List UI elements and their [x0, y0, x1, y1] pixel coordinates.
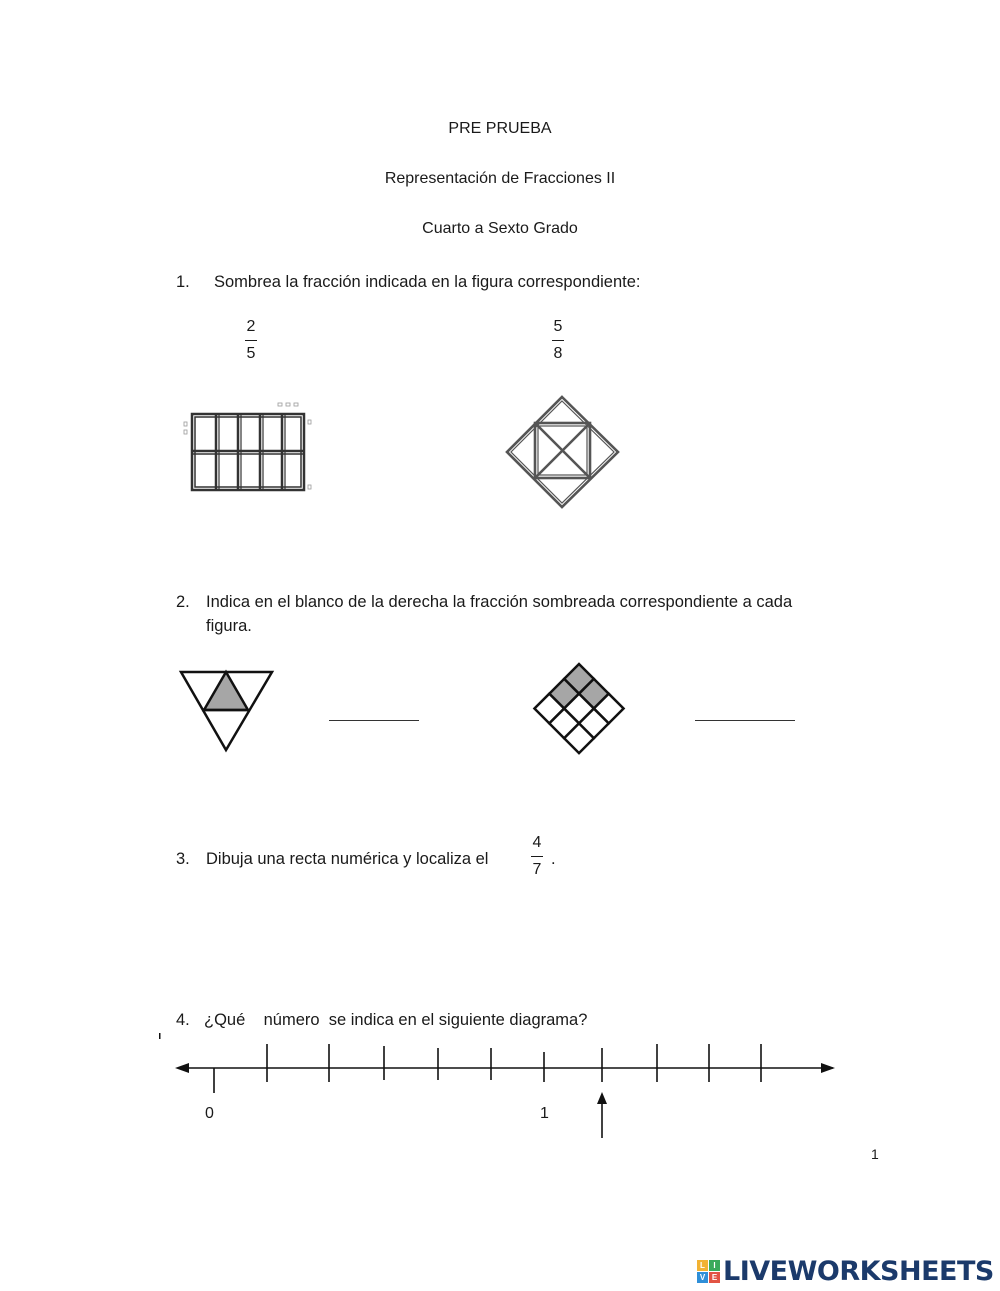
brand-name: LIVEWORKSHEETS [723, 1256, 994, 1287]
fraction-2-5 [236, 318, 266, 363]
stray-mark [159, 1033, 161, 1039]
number-line [155, 1030, 855, 1150]
question-1-text: Sombrea la fracción indicada en la figura correspondiente: [214, 273, 641, 291]
number-line-label-1: 1 [540, 1105, 549, 1122]
up-arrow-icon [597, 1092, 607, 1104]
logo-letter: V [697, 1272, 708, 1283]
fraction-numerator: 5 [553, 318, 563, 335]
number-line-label-0: 0 [205, 1105, 214, 1122]
answer-blank-1[interactable] [329, 720, 419, 721]
page-number: 1 [871, 1146, 879, 1162]
question-1-number: 1. [176, 273, 190, 291]
rectangle-grid-figure[interactable] [180, 400, 320, 500]
question-4-text: ¿Qué número se indica en el siguiente diagrama? [204, 1011, 588, 1029]
fraction-numerator: 2 [246, 318, 256, 335]
question-3-number: 3. [176, 850, 190, 868]
fraction-4-7 [522, 834, 552, 879]
logo-letter: L [697, 1260, 708, 1271]
diamond-grid-figure [531, 660, 631, 756]
question-2-number: 2. [176, 593, 190, 611]
question-3-end: . [551, 850, 556, 868]
logo-letter: E [709, 1272, 720, 1283]
left-arrowhead-icon [175, 1063, 189, 1073]
page-subtitle: Representación de Fracciones II [384, 170, 616, 187]
fraction-bar [531, 856, 543, 857]
grade-label: Cuarto a Sexto Grado [422, 220, 578, 237]
liveworksheets-logo-icon [697, 1260, 720, 1283]
fraction-5-8 [543, 318, 573, 363]
fraction-numerator: 4 [532, 834, 542, 851]
fraction-denominator: 8 [553, 345, 563, 362]
logo-letter: I [709, 1260, 720, 1271]
question-2-text: Indica en el blanco de la derecha la fracción sombreada correspondiente a cada [206, 593, 793, 611]
liveworksheets-brand[interactable] [697, 1256, 994, 1287]
question-3-text: Dibuja una recta numérica y localiza el [206, 850, 489, 868]
fraction-denominator: 7 [532, 861, 542, 878]
fraction-bar [245, 340, 257, 341]
right-arrowhead-icon [821, 1063, 835, 1073]
page-title: PRE PRUEBA [448, 120, 552, 137]
answer-blank-2[interactable] [695, 720, 795, 721]
fraction-bar [552, 340, 564, 341]
triangle-figure [178, 670, 278, 754]
question-4-number: 4. [176, 1011, 190, 1029]
question-2-text-cont: figura. [206, 617, 252, 635]
diamond-figure[interactable] [500, 393, 630, 515]
fraction-denominator: 5 [246, 345, 256, 362]
